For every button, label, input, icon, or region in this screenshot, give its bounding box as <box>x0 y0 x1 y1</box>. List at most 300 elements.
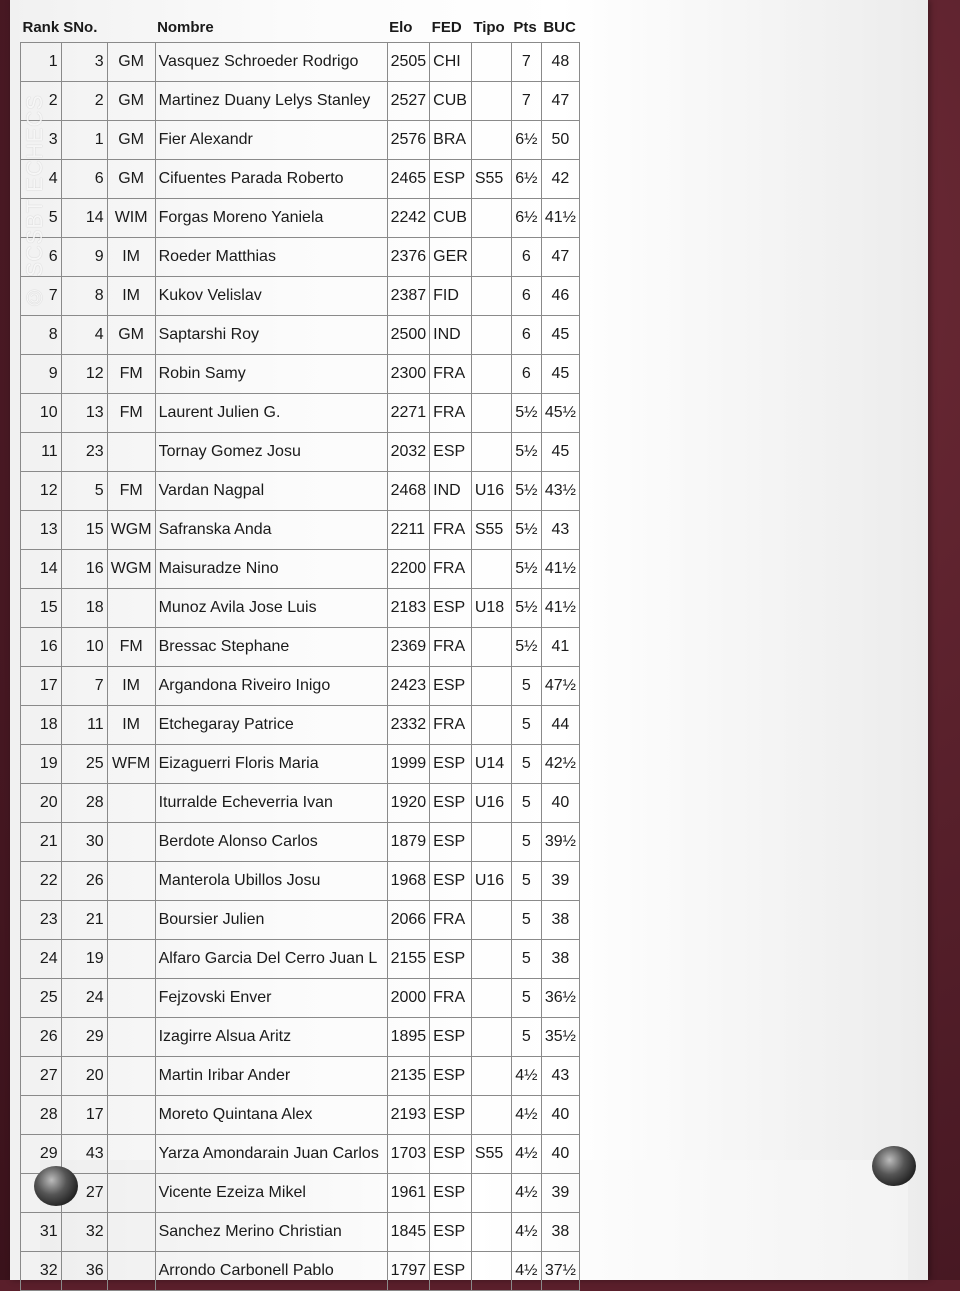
cell-fed: FRA <box>430 628 472 667</box>
cell-sno: 9 <box>61 238 107 277</box>
cell-elo: 2500 <box>387 316 430 355</box>
table-row <box>21 901 580 940</box>
cell-pts: 5 <box>511 745 541 784</box>
cell-elo: 2193 <box>387 1096 430 1135</box>
header-buc: BUC <box>543 19 576 36</box>
cell-buc: 47 <box>541 82 579 121</box>
cell-sno: 14 <box>61 199 107 238</box>
cell-sno: 19 <box>61 940 107 979</box>
cell-pts: 5½ <box>511 550 541 589</box>
cell-rank: 12 <box>21 472 62 511</box>
cell-sno: 28 <box>61 784 107 823</box>
cell-tipo <box>471 1057 511 1096</box>
cell-elo: 2155 <box>387 940 430 979</box>
standings-table <box>20 2 580 1291</box>
table-row <box>21 940 580 979</box>
table-row <box>21 1135 580 1174</box>
cell-fed: ESP <box>430 667 472 706</box>
cell-sno: 1 <box>61 121 107 160</box>
cell-pts: 4½ <box>511 1213 541 1252</box>
cell-sno: 20 <box>61 1057 107 1096</box>
cell-fed: GER <box>430 238 472 277</box>
cell-buc: 37½ <box>541 1252 579 1291</box>
cell-sno: 32 <box>61 1213 107 1252</box>
cell-sno: 4 <box>61 316 107 355</box>
cell-elo: 1879 <box>387 823 430 862</box>
cell-buc: 35½ <box>541 1018 579 1057</box>
cell-tipo <box>471 277 511 316</box>
cell-pts: 5½ <box>511 511 541 550</box>
cell-rank: 14 <box>21 550 62 589</box>
cell-title: GM <box>107 121 155 160</box>
cell-pts: 5 <box>511 979 541 1018</box>
cell-title: WGM <box>107 511 155 550</box>
cell-rank: 26 <box>21 1018 62 1057</box>
cell-sno: 23 <box>61 433 107 472</box>
cell-buc: 45½ <box>541 394 579 433</box>
cell-fed: ESP <box>430 1174 472 1213</box>
cell-tipo <box>471 1252 511 1291</box>
table-row <box>21 82 580 121</box>
cell-tipo <box>471 1213 511 1252</box>
cell-elo: 2387 <box>387 277 430 316</box>
cell-title: WIM <box>107 199 155 238</box>
table-row <box>21 589 580 628</box>
cell-fed: ESP <box>430 1213 472 1252</box>
cell-pts: 5 <box>511 862 541 901</box>
header-pts: Pts <box>513 19 537 36</box>
cell-pts: 7 <box>511 43 541 82</box>
cell-rank: 27 <box>21 1057 62 1096</box>
cell-elo: 2242 <box>387 199 430 238</box>
cell-pts: 4½ <box>511 1096 541 1135</box>
cell-title: IM <box>107 238 155 277</box>
cell-title: GM <box>107 43 155 82</box>
cell-rank: 8 <box>21 316 62 355</box>
cell-title: FM <box>107 355 155 394</box>
cell-name: Berdote Alonso Carlos <box>155 823 387 862</box>
cell-title: IM <box>107 667 155 706</box>
cell-pts: 4½ <box>511 1174 541 1213</box>
table-row <box>21 43 580 82</box>
cell-buc: 42 <box>541 160 579 199</box>
cell-tipo <box>471 43 511 82</box>
cell-elo: 2271 <box>387 394 430 433</box>
table-row <box>21 511 580 550</box>
header-tipo: Tipo <box>473 19 505 36</box>
cell-buc: 38 <box>541 1213 579 1252</box>
cell-fed: FRA <box>430 706 472 745</box>
cell-title <box>107 1057 155 1096</box>
cell-sno: 30 <box>61 823 107 862</box>
cell-elo: 1797 <box>387 1252 430 1291</box>
cell-title <box>107 940 155 979</box>
cell-tipo <box>471 238 511 277</box>
cell-buc: 47½ <box>541 667 579 706</box>
table-row <box>21 745 580 784</box>
cell-tipo <box>471 1018 511 1057</box>
cell-elo: 2468 <box>387 472 430 511</box>
cell-sno: 24 <box>61 979 107 1018</box>
cell-title: FM <box>107 628 155 667</box>
table-row <box>21 277 580 316</box>
cell-elo: 2505 <box>387 43 430 82</box>
cell-name: Alfaro Garcia Del Cerro Juan L <box>155 940 387 979</box>
cell-pts: 5½ <box>511 394 541 433</box>
table-row <box>21 823 580 862</box>
cell-fed: ESP <box>430 823 472 862</box>
cell-rank: 9 <box>21 355 62 394</box>
cell-elo: 2300 <box>387 355 430 394</box>
cell-tipo <box>471 667 511 706</box>
cell-sno: 2 <box>61 82 107 121</box>
cell-sno: 6 <box>61 160 107 199</box>
table-row <box>21 1213 580 1252</box>
header-title <box>107 2 155 43</box>
cell-buc: 44 <box>541 706 579 745</box>
cell-fed: IND <box>430 316 472 355</box>
table-row <box>21 472 580 511</box>
cell-buc: 41½ <box>541 589 579 628</box>
header-sno: SNo. <box>63 19 98 36</box>
table-row <box>21 160 580 199</box>
cell-tipo <box>471 706 511 745</box>
cell-elo: 2135 <box>387 1057 430 1096</box>
cell-name: Manterola Ubillos Josu <box>155 862 387 901</box>
cell-pts: 4½ <box>511 1057 541 1096</box>
cell-rank: 10 <box>21 394 62 433</box>
cell-sno: 11 <box>61 706 107 745</box>
cell-tipo <box>471 355 511 394</box>
cell-elo: 1999 <box>387 745 430 784</box>
cell-tipo: U16 <box>471 472 511 511</box>
cell-name: Bressac Stephane <box>155 628 387 667</box>
cell-fed: BRA <box>430 121 472 160</box>
cell-fed: FRA <box>430 979 472 1018</box>
cell-rank: 24 <box>21 940 62 979</box>
cell-name: Etchegaray Patrice <box>155 706 387 745</box>
cell-pts: 6½ <box>511 121 541 160</box>
cell-name: Safranska Anda <box>155 511 387 550</box>
table-row <box>21 1096 580 1135</box>
header-row <box>21 2 580 43</box>
cell-pts: 5 <box>511 667 541 706</box>
cell-pts: 4½ <box>511 1252 541 1291</box>
header-fed: FED <box>431 19 462 36</box>
table-row <box>21 667 580 706</box>
cell-fed: FRA <box>430 355 472 394</box>
cell-fed: FRA <box>430 901 472 940</box>
table-row <box>21 550 580 589</box>
cell-name: Boursier Julien <box>155 901 387 940</box>
cell-tipo: S55 <box>471 160 511 199</box>
cell-title: WFM <box>107 745 155 784</box>
cell-fed: FRA <box>430 511 472 550</box>
cell-rank: 13 <box>21 511 62 550</box>
cell-rank: 15 <box>21 589 62 628</box>
cell-rank: 1 <box>21 43 62 82</box>
cell-title <box>107 1135 155 1174</box>
cell-tipo: U16 <box>471 784 511 823</box>
cell-buc: 43 <box>541 1057 579 1096</box>
cell-elo: 2332 <box>387 706 430 745</box>
cell-fed: ESP <box>430 1057 472 1096</box>
cell-tipo <box>471 316 511 355</box>
cell-tipo <box>471 82 511 121</box>
cell-pts: 5½ <box>511 589 541 628</box>
cell-name: Forgas Moreno Yaniela <box>155 199 387 238</box>
cell-buc: 42½ <box>541 745 579 784</box>
cell-name: Iturralde Echeverria Ivan <box>155 784 387 823</box>
cell-title <box>107 1252 155 1291</box>
cell-tipo <box>471 1096 511 1135</box>
cell-elo: 1845 <box>387 1213 430 1252</box>
cell-sno: 10 <box>61 628 107 667</box>
cell-buc: 41 <box>541 628 579 667</box>
cell-rank: 20 <box>21 784 62 823</box>
cell-name: Munoz Avila Jose Luis <box>155 589 387 628</box>
pushpin-right <box>872 1146 916 1186</box>
cell-tipo: S55 <box>471 1135 511 1174</box>
cell-name: Fejzovski Enver <box>155 979 387 1018</box>
table-row <box>21 784 580 823</box>
cell-rank: 23 <box>21 901 62 940</box>
cell-pts: 6 <box>511 355 541 394</box>
cell-name: Roeder Matthias <box>155 238 387 277</box>
cell-elo: 1895 <box>387 1018 430 1057</box>
cell-tipo <box>471 979 511 1018</box>
cell-buc: 39 <box>541 1174 579 1213</box>
cell-rank: 31 <box>21 1213 62 1252</box>
table-row <box>21 628 580 667</box>
cell-pts: 5 <box>511 784 541 823</box>
cell-title: WGM <box>107 550 155 589</box>
cell-pts: 5½ <box>511 433 541 472</box>
cell-title <box>107 1213 155 1252</box>
cell-pts: 6½ <box>511 199 541 238</box>
cell-tipo: U18 <box>471 589 511 628</box>
cell-fed: FRA <box>430 394 472 433</box>
cell-name: Martin Iribar Ander <box>155 1057 387 1096</box>
cell-rank: 6 <box>21 238 62 277</box>
cell-buc: 46 <box>541 277 579 316</box>
cell-elo: 2576 <box>387 121 430 160</box>
cell-pts: 5½ <box>511 628 541 667</box>
cell-elo: 1961 <box>387 1174 430 1213</box>
cell-fed: CUB <box>430 82 472 121</box>
cell-pts: 6 <box>511 238 541 277</box>
cell-fed: ESP <box>430 160 472 199</box>
cell-name: Martinez Duany Lelys Stanley <box>155 82 387 121</box>
cell-rank: 25 <box>21 979 62 1018</box>
cell-elo: 2211 <box>387 511 430 550</box>
cell-buc: 36½ <box>541 979 579 1018</box>
cell-name: Moreto Quintana Alex <box>155 1096 387 1135</box>
cell-pts: 4½ <box>511 1135 541 1174</box>
cell-elo: 2000 <box>387 979 430 1018</box>
table-row <box>21 316 580 355</box>
cell-buc: 47 <box>541 238 579 277</box>
cell-sno: 29 <box>61 1018 107 1057</box>
cell-tipo <box>471 550 511 589</box>
cell-buc: 45 <box>541 355 579 394</box>
cell-pts: 5 <box>511 823 541 862</box>
header-elo: Elo <box>389 19 413 36</box>
header-rank: Rank <box>22 19 60 36</box>
cell-name: Izagirre Alsua Aritz <box>155 1018 387 1057</box>
cell-elo: 1920 <box>387 784 430 823</box>
cell-tipo <box>471 1174 511 1213</box>
cell-buc: 48 <box>541 43 579 82</box>
cell-fed: ESP <box>430 745 472 784</box>
cell-rank: 21 <box>21 823 62 862</box>
cell-tipo: U16 <box>471 862 511 901</box>
pushpin-left <box>34 1166 78 1206</box>
cell-title <box>107 784 155 823</box>
standings-body <box>21 43 580 1291</box>
cell-pts: 5 <box>511 901 541 940</box>
cell-fed: ESP <box>430 940 472 979</box>
cell-elo: 2376 <box>387 238 430 277</box>
cell-title: GM <box>107 316 155 355</box>
cell-sno: 12 <box>61 355 107 394</box>
cell-title <box>107 1174 155 1213</box>
cell-elo: 2465 <box>387 160 430 199</box>
watermark-text: © SCSBT ECHECS <box>22 94 47 310</box>
cell-tipo: U14 <box>471 745 511 784</box>
table-row <box>21 979 580 1018</box>
cell-elo: 2183 <box>387 589 430 628</box>
cell-rank: 7 <box>21 277 62 316</box>
cell-pts: 6½ <box>511 160 541 199</box>
cell-elo: 1703 <box>387 1135 430 1174</box>
cell-sno: 21 <box>61 901 107 940</box>
cell-name: Robin Samy <box>155 355 387 394</box>
cell-buc: 43 <box>541 511 579 550</box>
cell-title: IM <box>107 706 155 745</box>
cell-title: FM <box>107 394 155 433</box>
cell-tipo <box>471 121 511 160</box>
cell-fed: ESP <box>430 433 472 472</box>
table-row <box>21 121 580 160</box>
cell-name: Kukov Velislav <box>155 277 387 316</box>
cell-tipo <box>471 823 511 862</box>
table-row <box>21 1252 580 1291</box>
cell-pts: 5½ <box>511 472 541 511</box>
cell-name: Vasquez Schroeder Rodrigo <box>155 43 387 82</box>
cell-title <box>107 1096 155 1135</box>
cell-sno: 8 <box>61 277 107 316</box>
table-row <box>21 238 580 277</box>
cell-fed: ESP <box>430 862 472 901</box>
cell-title: IM <box>107 277 155 316</box>
table-row <box>21 706 580 745</box>
cell-name: Sanchez Merino Christian <box>155 1213 387 1252</box>
cell-sno: 26 <box>61 862 107 901</box>
cell-fed: ESP <box>430 1096 472 1135</box>
table-row <box>21 199 580 238</box>
cell-title: GM <box>107 160 155 199</box>
cell-name: Vardan Nagpal <box>155 472 387 511</box>
cell-elo: 1968 <box>387 862 430 901</box>
cell-sno: 13 <box>61 394 107 433</box>
cell-fed: CHI <box>430 43 472 82</box>
cell-buc: 40 <box>541 1135 579 1174</box>
cell-buc: 40 <box>541 1096 579 1135</box>
cell-buc: 43½ <box>541 472 579 511</box>
cell-name: Saptarshi Roy <box>155 316 387 355</box>
cell-elo: 2066 <box>387 901 430 940</box>
cell-buc: 39 <box>541 862 579 901</box>
cell-name: Laurent Julien G. <box>155 394 387 433</box>
cell-rank: 5 <box>21 199 62 238</box>
cell-elo: 2200 <box>387 550 430 589</box>
cell-name: Tornay Gomez Josu <box>155 433 387 472</box>
cell-sno: 43 <box>61 1135 107 1174</box>
cell-fed: FID <box>430 277 472 316</box>
cell-rank: 19 <box>21 745 62 784</box>
cell-elo: 2527 <box>387 82 430 121</box>
cell-tipo <box>471 433 511 472</box>
cell-rank: 28 <box>21 1096 62 1135</box>
cell-sno: 17 <box>61 1096 107 1135</box>
table-row <box>21 1018 580 1057</box>
cell-tipo <box>471 394 511 433</box>
cell-rank: 17 <box>21 667 62 706</box>
cell-pts: 7 <box>511 82 541 121</box>
cell-rank: 4 <box>21 160 62 199</box>
cell-pts: 6 <box>511 277 541 316</box>
cell-name: Vicente Ezeiza Mikel <box>155 1174 387 1213</box>
cell-fed: ESP <box>430 784 472 823</box>
cell-elo: 2423 <box>387 667 430 706</box>
cell-sno: 16 <box>61 550 107 589</box>
cell-sno: 18 <box>61 589 107 628</box>
cell-sno: 25 <box>61 745 107 784</box>
table-row <box>21 862 580 901</box>
cell-rank: 22 <box>21 862 62 901</box>
cell-sno: 3 <box>61 43 107 82</box>
cell-fed: ESP <box>430 1252 472 1291</box>
cell-buc: 38 <box>541 940 579 979</box>
cell-title: FM <box>107 472 155 511</box>
cell-buc: 50 <box>541 121 579 160</box>
table-row <box>21 1174 580 1213</box>
cell-sno: 27 <box>61 1174 107 1213</box>
cell-title <box>107 1018 155 1057</box>
cell-tipo <box>471 199 511 238</box>
cell-title <box>107 823 155 862</box>
cell-tipo: S55 <box>471 511 511 550</box>
cell-rank: 3 <box>21 121 62 160</box>
table-row <box>21 394 580 433</box>
cell-title <box>107 862 155 901</box>
cell-rank: 32 <box>21 1252 62 1291</box>
cell-fed: CUB <box>430 199 472 238</box>
cell-buc: 40 <box>541 784 579 823</box>
cell-name: Argandona Riveiro Inigo <box>155 667 387 706</box>
cell-rank: 2 <box>21 82 62 121</box>
cell-buc: 38 <box>541 901 579 940</box>
cell-fed: ESP <box>430 1135 472 1174</box>
cell-elo: 2032 <box>387 433 430 472</box>
cell-title <box>107 433 155 472</box>
cell-title <box>107 901 155 940</box>
cell-sno: 15 <box>61 511 107 550</box>
cell-fed: FRA <box>430 550 472 589</box>
cell-fed: IND <box>430 472 472 511</box>
cell-name: Eizaguerri Floris Maria <box>155 745 387 784</box>
